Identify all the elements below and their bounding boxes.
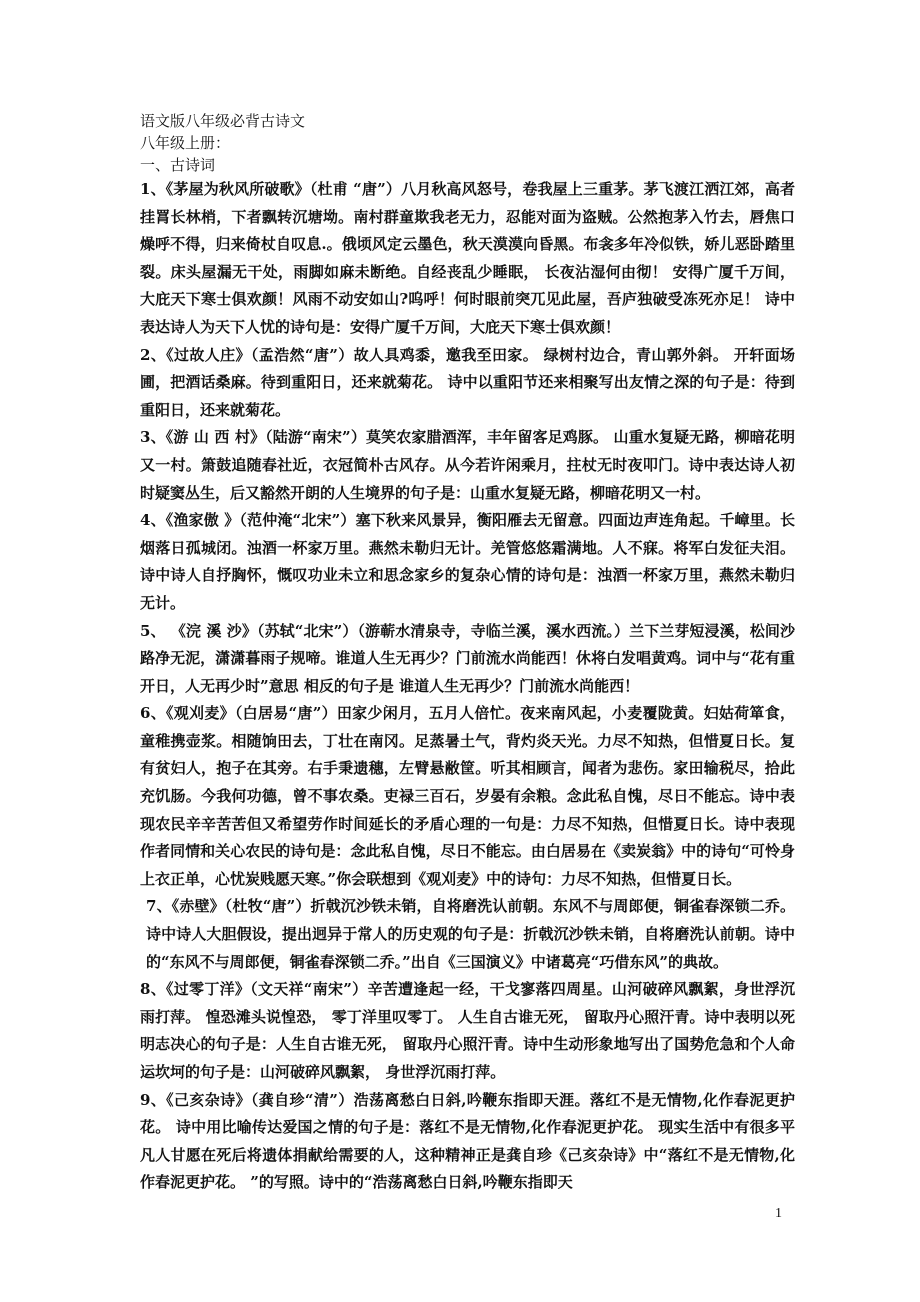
document-page xyxy=(140,110,795,1197)
page-number: 1 xyxy=(775,1206,782,1221)
poem-paragraph-3: 3、《游 山 西 村》（陆游“南宋”）莫笑农家腊酒浑，丰年留客足鸡豚。 山重水复疑无路，柳暗花明又一村。箫鼓追随春社近，衣冠简朴古风存。从今若许闲乘月，拄杖无时夜叩门。诗中表达诗人初时疑窦丛生，后又豁然开朗的人生境界的句子是：山重水复疑无路，柳暗花明又一村。 xyxy=(140,428,795,502)
poem-paragraph-1: 1、《茅屋为秋风所破歌》（杜甫 “唐”）八月秋高风怒号，卷我屋上三重茅。茅飞渡江洒江郊，高者挂罥长林梢，下者飘转沉塘坳。南村群童欺我老无力，忍能对面为盗贼。公然抱茅入竹去，唇焦口燥呼不得，归来倚杖自叹息.。俄顷风定云墨色，秋天漠漠向昏黑。布衾多年冷似铁，娇儿恶卧踏里裂。床头屋漏无干处，雨脚如麻未断绝。自经丧乱少睡眠， 长夜沾湿何由彻！ 安得广厦千万间，大庇天下寒士俱欢颜！风雨不动安如山?呜呼！何时眼前突兀见此屋，吾庐独破受冻死亦足！ 诗中表达诗人为天下人忧的诗句是：安得广厦千万间，大庇天下寒士俱欢颜！ xyxy=(140,180,795,336)
poem-paragraph-4: 4、《渔家傲 》（范仲淹“北宋”）塞下秋来风景异，衡阳雁去无留意。四面边声连角起。千嶂里。长烟落日孤城闭。浊酒一杯家万里。燕然未勒归无计。羌管悠悠霜满地。人不寐。将军白发征夫泪。 诗中诗人自抒胸怀，慨叹功业未立和思念家乡的复杂心情的诗句是：浊酒一杯家万里，燕然未勒归无计。 xyxy=(140,511,795,612)
poem-paragraph-7: 7、《赤壁》（杜牧“唐”）折戟沉沙铁未销，自将磨洗认前朝。东风不与周郎便，铜雀春深锁二乔。 诗中诗人大胆假设，提出迥异于常人的历史观的句子是：折戟沉沙铁未销，自将磨洗认前朝。诗中的“东风不与周郎便，铜雀春深锁二乔。”出自《三国演义》中诸葛亮“巧借东风”的典故。 xyxy=(146,897,795,971)
poem-paragraph-5: 5、 《浣 溪 沙》（苏轼“北宋”）（游蕲水清泉寺，寺临兰溪，溪水西流。）兰下兰芽短浸溪，松间沙路净无泥，潇潇暮雨子规啼。谁道人生无再少？门前流水尚能西！休将白发唱黄鸡。词中与“花有重开日，人无再少时”意思 相反的句子是 谁道人生无再少？门前流水尚能西！ xyxy=(140,621,795,695)
document-title: 语文版八年级必背古诗文 xyxy=(140,112,306,130)
poem-paragraph-6: 6、《观刈麦》（白居易“唐”）田家少闲月，五月人倍忙。夜来南风起，小麦覆陇黄。妇姑荷箪食，童稚携壶浆。相随饷田去，丁壮在南冈。足蒸暑土气，背灼炎天光。力尽不知热，但惜夏日长。复有贫妇人，抱子在其旁。右手秉遗穗，左臂悬敝筐。听其相顾言，闻者为悲伤。家田输税尽，拾此充饥肠。今我何功德，曾不事农桑。吏禄三百石，岁晏有余粮。念此私自愧，尽日不能忘。诗中表现农民辛辛苦苦但又希望劳作时间延长的矛盾心理的一句是：力尽不知热，但惜夏日长。诗中表现作者同情和关心农民的诗句是：念此私自愧，尽日不能忘。由白居易在《卖炭翁》中的诗句“可怜身上衣正单，心忧炭贱愿天寒。”你会联想到《观刈麦》中的诗句：力尽不知热，但惜夏日长。 xyxy=(140,704,795,888)
poem-paragraph-8: 8、《过零丁洋》（文天祥“南宋”）辛苦遭逢起一经，干戈寥落四周星。山河破碎风飘絮，身世浮沉雨打萍。 惶恐滩头说惶恐， 零丁洋里叹零丁。 人生自古谁无死， 留取丹心照汗青。诗中表明以死明志决心的句子是：人生自古谁无死， 留取丹心照汗青。诗中生动形象地写出了国势危急和个人命运坎坷的句子是：山河破碎风飘絮， 身世浮沉雨打萍。 xyxy=(140,980,795,1081)
poem-paragraph-2: 2、《过故人庄》（孟浩然“唐”）故人具鸡黍，邀我至田家。 绿树村边合，青山郭外斜。 开轩面场圃，把酒话桑麻。待到重阳日，还来就菊花。 诗中以重阳节还来相聚写出友情之深的句子是：待到重阳日，还来就菊花。 xyxy=(140,345,795,419)
document-subtitle: 八年级上册： xyxy=(140,134,231,152)
section-heading: 一、古诗词 xyxy=(140,156,216,174)
poem-paragraph-9: 9、《己亥杂诗》（龚自珍“清”）浩荡离愁白日斜,吟鞭东指即天涯。落红不是无情物,化作春泥更护花。 诗中用比喻传达爱国之情的句子是：落红不是无情物,化作春泥更护花。 现实生活中有很多平凡人甘愿在死后将遗体捐献给需要的人，这种精神正是龚自珍《己亥杂诗》中“落红不是无情物,化作春泥更护花。 ”的写照。诗中的“浩荡离愁白日斜,吟鞭东指即天 xyxy=(140,1090,795,1192)
